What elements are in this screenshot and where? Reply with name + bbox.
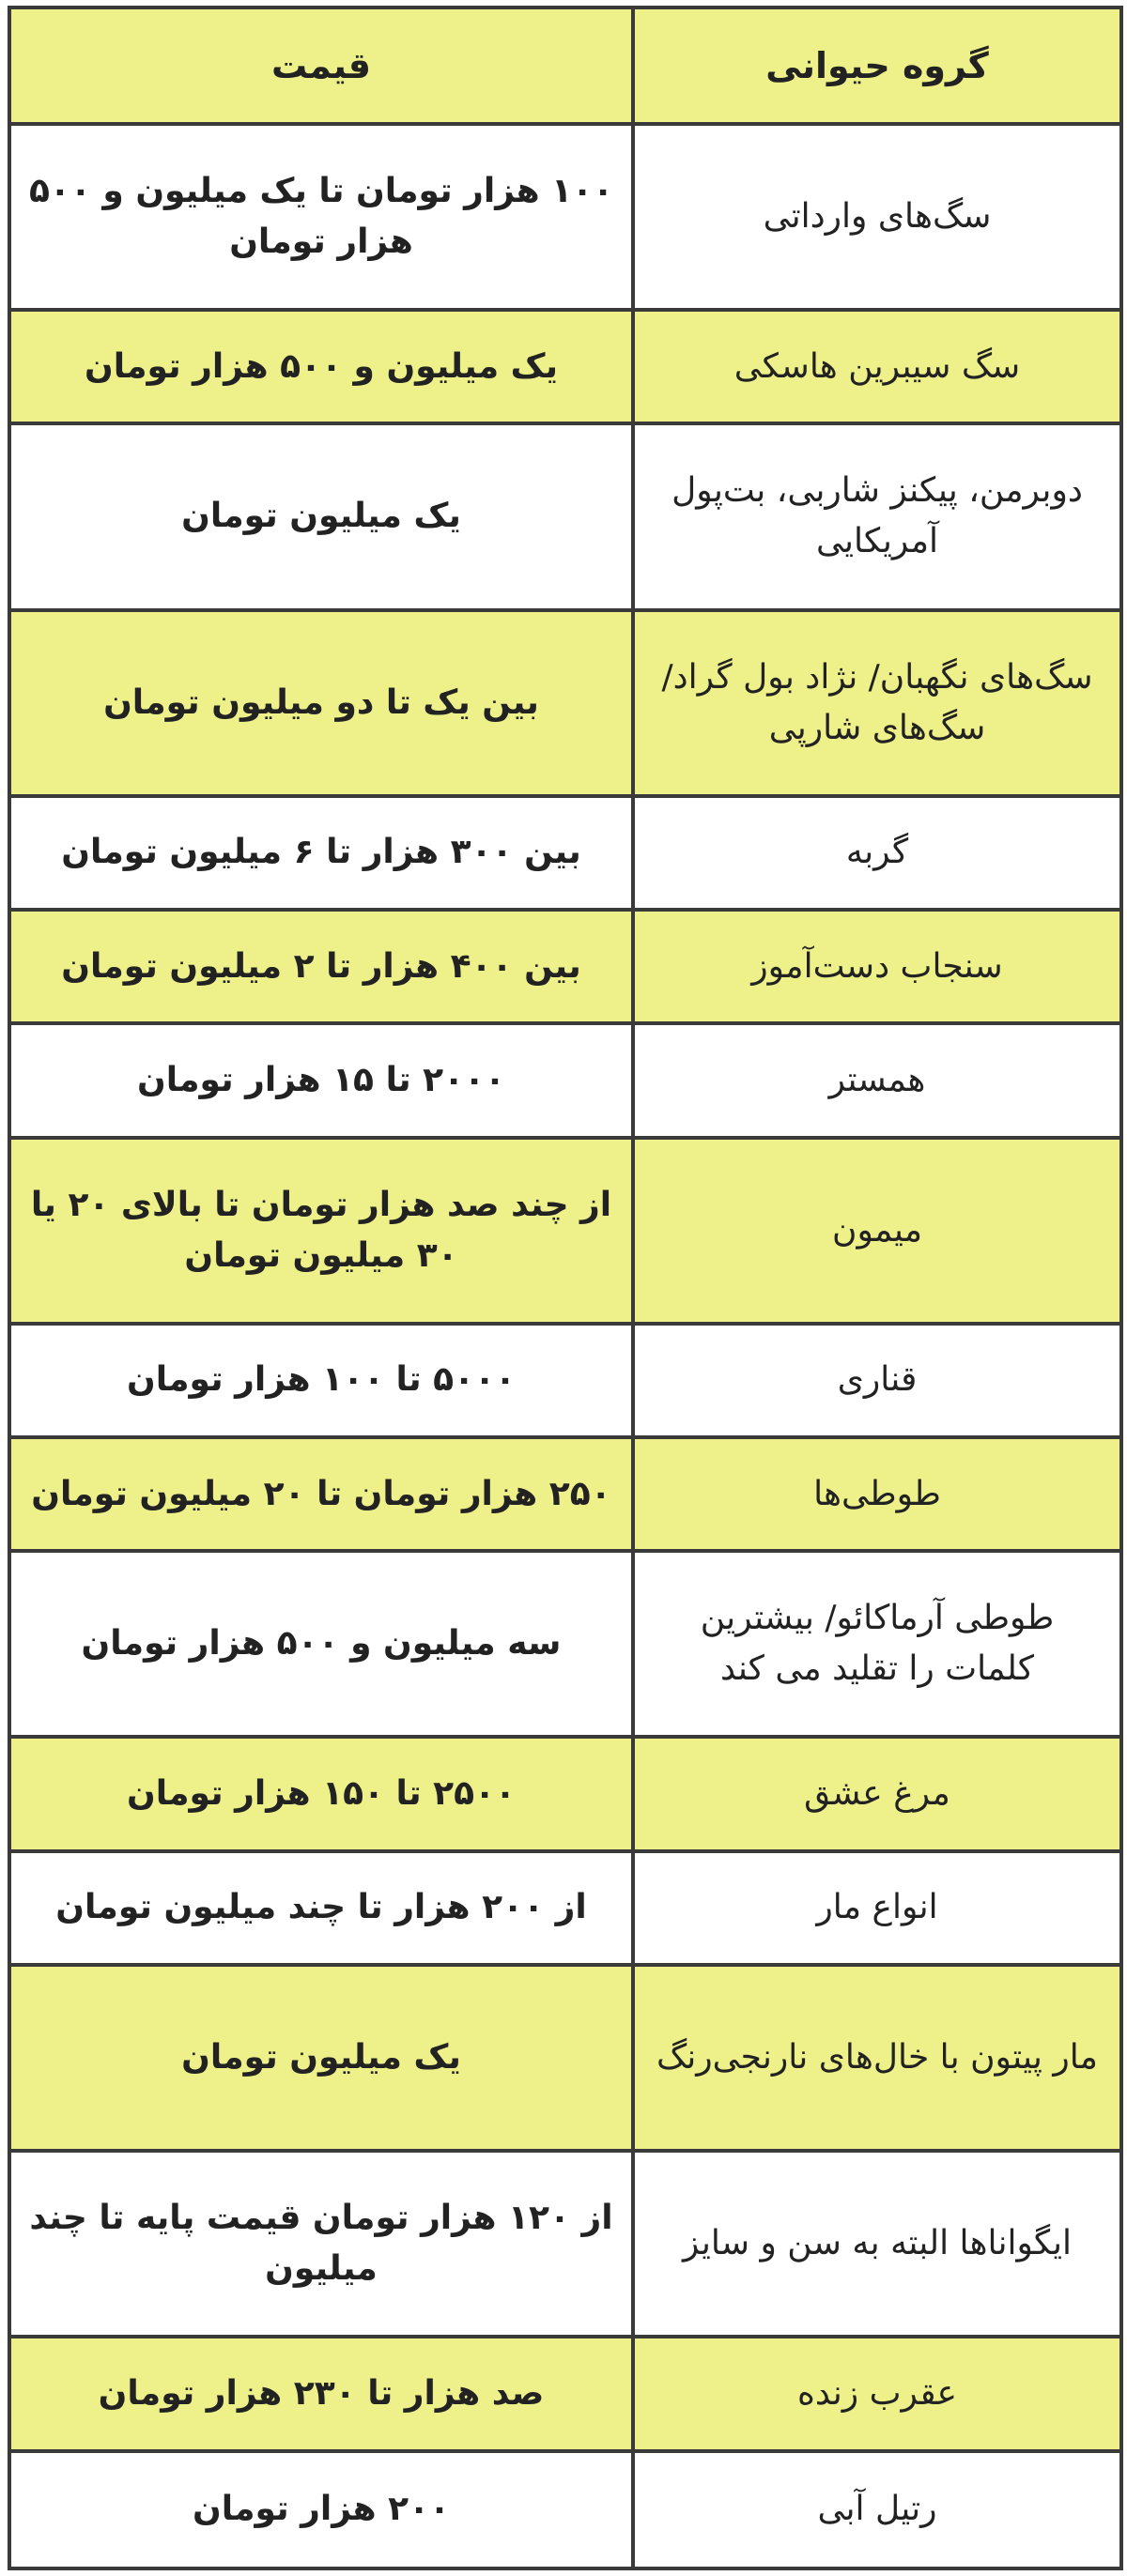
animal-group-cell: سگ‌های نگهبان/ نژاد بول گراد/ سگ‌های شارپی bbox=[633, 610, 1121, 796]
table-row bbox=[9, 910, 1121, 1023]
price-cell: از ۱۲۰ هزار تومان قیمت پایه تا چند میلیون bbox=[9, 2151, 633, 2337]
table-row bbox=[9, 1965, 1121, 2151]
price-cell: ۲۵۰ هزار تومان تا ۲۰ میلیون تومان bbox=[9, 1437, 633, 1551]
animal-group-cell: طوطی آرماکائو/ بیشترین کلمات را تقلید می کند bbox=[633, 1551, 1121, 1737]
price-cell: ۱۰۰ هزار تومان تا یک میلیون و ۵۰۰ هزار تومان bbox=[9, 124, 633, 310]
pet-price-table bbox=[8, 6, 1123, 2570]
animal-group-cell: قناری bbox=[633, 1324, 1121, 1437]
animal-group-cell: رتیل آبی bbox=[633, 2451, 1121, 2568]
price-cell: بین یک تا دو میلیون تومان bbox=[9, 610, 633, 796]
price-cell: ۲۰۰ هزار تومان bbox=[9, 2451, 633, 2568]
animal-group-cell: سگ‌های وارداتی bbox=[633, 124, 1121, 310]
table-row bbox=[9, 2151, 1121, 2337]
table-row bbox=[9, 310, 1121, 423]
table-row bbox=[9, 2451, 1121, 2568]
header-animal-group: گروه حیوانی bbox=[633, 8, 1121, 124]
price-cell: ۲۰۰۰ تا ۱۵ هزار تومان bbox=[9, 1023, 633, 1137]
table-row bbox=[9, 124, 1121, 310]
animal-group-cell: طوطی‌ها bbox=[633, 1437, 1121, 1551]
animal-group-cell: دوبرمن، پیکنز شاربی، بت‌پول آمریکایی bbox=[633, 423, 1121, 609]
price-cell: یک میلیون تومان bbox=[9, 423, 633, 609]
animal-group-cell: سنجاب دست‌آموز bbox=[633, 910, 1121, 1023]
table-body bbox=[9, 124, 1121, 2568]
table-row bbox=[9, 2337, 1121, 2450]
header-price: قیمت bbox=[9, 8, 633, 124]
animal-group-cell: گربه bbox=[633, 796, 1121, 910]
table-row bbox=[9, 796, 1121, 910]
price-cell: بین ۳۰۰ هزار تا ۶ میلیون تومان bbox=[9, 796, 633, 910]
animal-group-cell: مار پیتون با خال‌های نارنجی‌رنگ bbox=[633, 1965, 1121, 2151]
price-cell: یک میلیون و ۵۰۰ هزار تومان bbox=[9, 310, 633, 423]
price-cell: صد هزار تا ۲۳۰ هزار تومان bbox=[9, 2337, 633, 2450]
price-cell: سه میلیون و ۵۰۰ هزار تومان bbox=[9, 1551, 633, 1737]
animal-group-cell: میمون bbox=[633, 1138, 1121, 1324]
table-row bbox=[9, 1551, 1121, 1737]
table-header-row bbox=[9, 8, 1121, 124]
animal-group-cell: عقرب زنده bbox=[633, 2337, 1121, 2450]
animal-group-cell: همستر bbox=[633, 1023, 1121, 1137]
animal-group-cell: انواع مار bbox=[633, 1851, 1121, 1965]
table-row bbox=[9, 1437, 1121, 1551]
table-row bbox=[9, 610, 1121, 796]
price-cell: ۵۰۰۰ تا ۱۰۰ هزار تومان bbox=[9, 1324, 633, 1437]
table-row bbox=[9, 1324, 1121, 1437]
price-cell: بین ۴۰۰ هزار تا ۲ میلیون تومان bbox=[9, 910, 633, 1023]
price-cell: از چند صد هزار تومان تا بالای ۲۰ یا ۳۰ میلیون تومان bbox=[9, 1138, 633, 1324]
table-row bbox=[9, 423, 1121, 609]
table-row bbox=[9, 1138, 1121, 1324]
table-row bbox=[9, 1737, 1121, 1850]
animal-group-cell: ایگواناها البته به سن و سایز bbox=[633, 2151, 1121, 2337]
price-cell: یک میلیون تومان bbox=[9, 1965, 633, 2151]
table-row bbox=[9, 1851, 1121, 1965]
animal-group-cell: سگ سیبرین هاسکی bbox=[633, 310, 1121, 423]
price-cell: از ۲۰۰ هزار تا چند میلیون تومان bbox=[9, 1851, 633, 1965]
table-row bbox=[9, 1023, 1121, 1137]
price-cell: ۲۵۰۰ تا ۱۵۰ هزار تومان bbox=[9, 1737, 633, 1850]
animal-group-cell: مرغ عشق bbox=[633, 1737, 1121, 1850]
